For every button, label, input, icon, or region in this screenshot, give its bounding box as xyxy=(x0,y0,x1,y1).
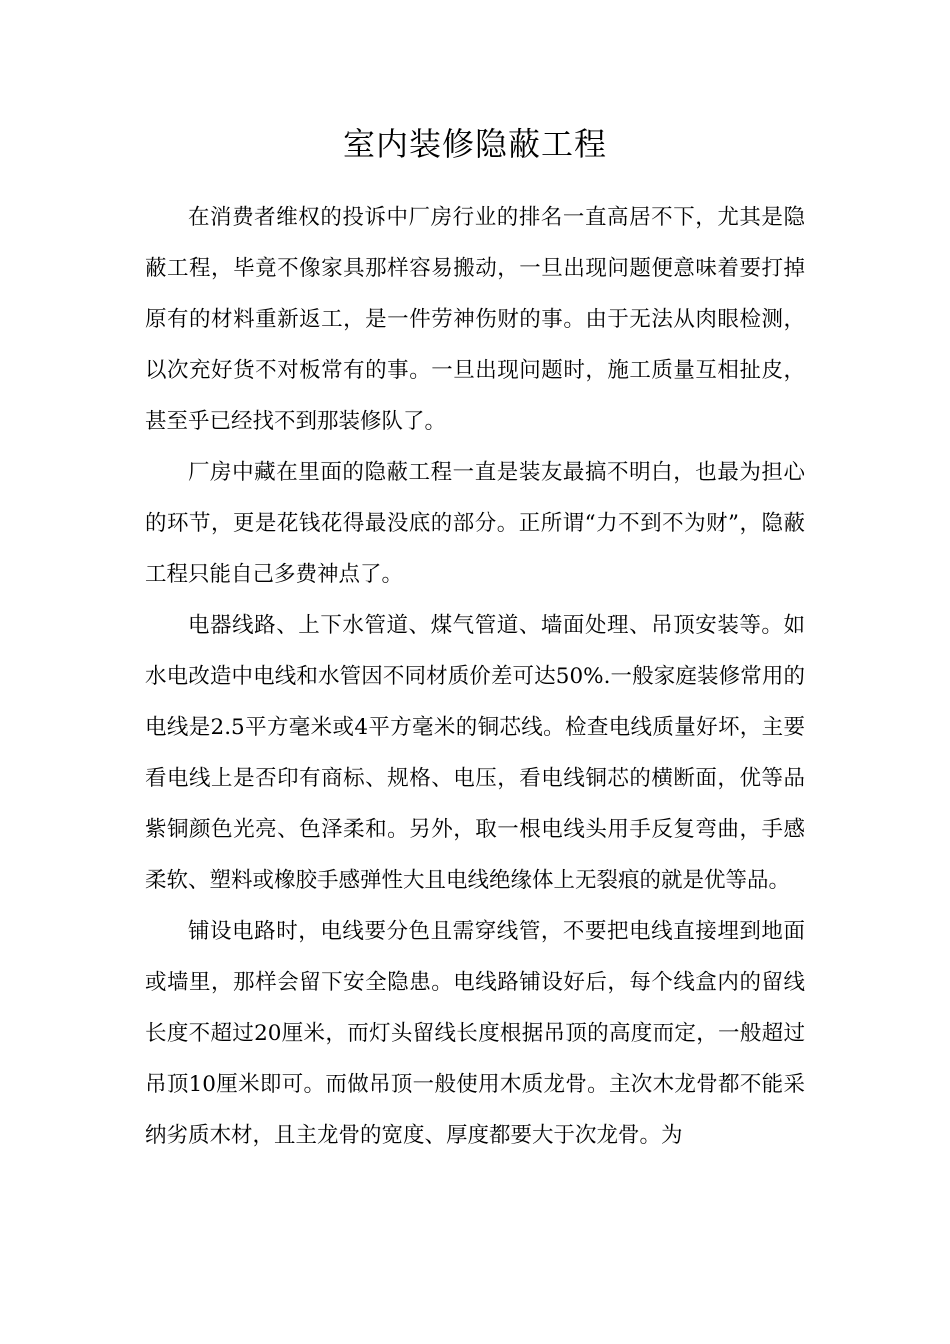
paragraph: 铺设电路时，电线要分色且需穿线管，不要把电线直接埋到地面或墙里，那样会留下安全隐患。电线路铺设好后，每个线盒内的留线长度不超过20厘米，而灯头留线长度根据吊顶的高度而定，一般超过吊顶10厘米即可。而做吊顶一般使用木质龙骨。主次木龙骨都不能采纳劣质木材，且主龙骨的宽度、厚度都要大于次龙骨。为 xyxy=(145,919,805,1148)
document-title: 室内装修隐蔽工程 xyxy=(342,125,607,163)
document-body xyxy=(145,192,805,1161)
paragraph: 电器线路、上下水管道、煤气管道、墙面处理、吊顶安装等。如水电改造中电线和水管因不同材质价差可达50%.一般家庭装修常用的电线是2.5平方毫米或4平方毫米的铜芯线。检查电线质量好坏，主要看电线上是否印有商标、规格、电压，看电线铜芯的横断面，优等品紫铜颜色光亮、色泽柔和。另外，取一根电线头用手反复弯曲，手感柔软、塑料或橡胶手感弹性大且电线绝缘体上无裂痕的就是优等品。 xyxy=(145,613,805,893)
paragraph: 厂房中藏在里面的隐蔽工程一直是装友最搞不明白，也最为担心的环节，更是花钱花得最没底的部分。正所谓“力不到不为财”，隐蔽工程只能自己多费神点了。 xyxy=(145,460,805,587)
paragraph: 在消费者维权的投诉中厂房行业的排名一直高居不下，尤其是隐蔽工程，毕竟不像家具那样容易搬动，一旦出现问题便意味着要打掉原有的材料重新返工，是一件劳神伤财的事。由于无法从肉眼检测，以次充好货不对板常有的事。一旦出现问题时，施工质量互相扯皮，甚至乎已经找不到那装修队了。 xyxy=(145,205,805,434)
